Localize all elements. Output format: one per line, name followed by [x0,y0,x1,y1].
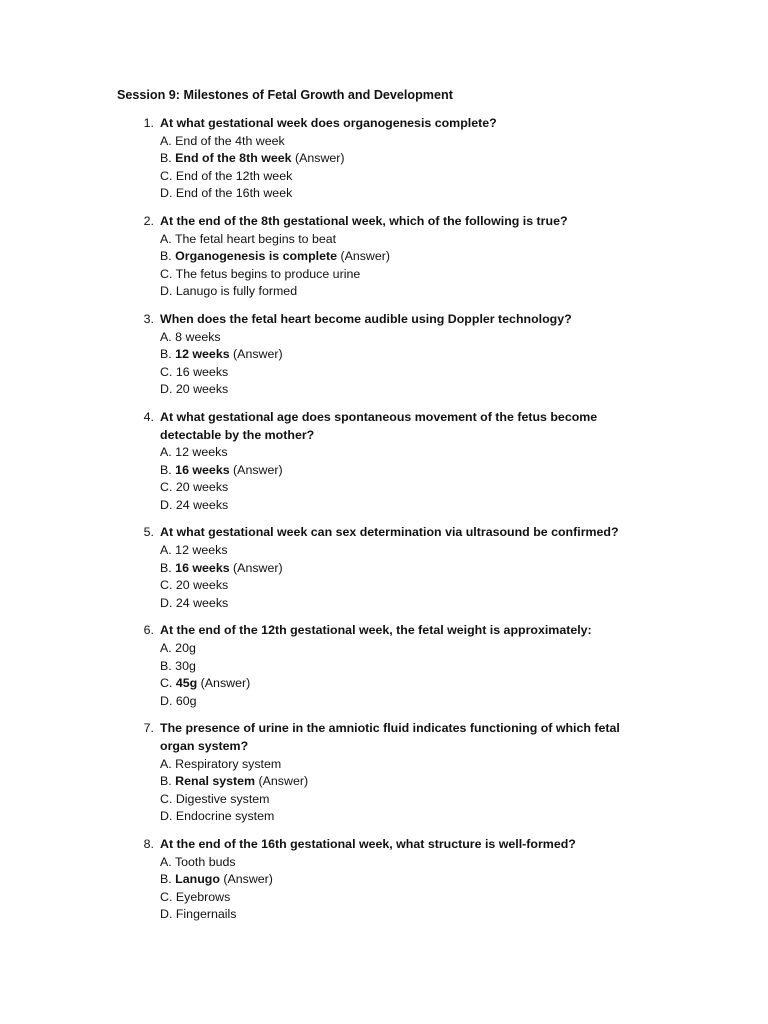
option-letter: D. [160,497,173,512]
option-text: 30g [175,658,196,673]
option-text: The fetus begins to produce urine [175,266,361,281]
option-text: 12 weeks [175,445,228,460]
answer-option [160,889,630,907]
answer-note: (Answer) [229,560,283,575]
question-body [160,836,630,924]
question-text: At the end of the 8th gestational week, which of the following is true? [160,213,568,228]
question-item [0,622,768,710]
option-text: 8 weeks [175,329,221,344]
option-text: 20 weeks [175,382,229,397]
answer-option [160,462,630,480]
answer-option [160,479,630,497]
answer-note: (Answer) [229,347,283,362]
answer-option [160,133,630,151]
answer-option [160,906,630,924]
option-letter: D. [160,284,173,299]
question-number: 7. [143,721,154,736]
question-text: At what gestational week does organogenesis complete? [160,116,497,130]
answer-option [160,791,630,809]
option-letter: A. [160,756,172,771]
answer-option [160,577,630,595]
question-item [0,311,768,399]
answer-note: (Answer) [255,774,309,789]
option-letter: A. [160,133,172,148]
option-letter: D. [160,595,173,610]
question-body [160,213,630,301]
option-text: 24 weeks [175,595,229,610]
correct-option-text: 12 weeks [175,347,230,362]
option-letter: A. [160,641,172,656]
answer-option [160,497,630,515]
option-letter: A. [160,231,172,246]
option-text: Fingernails [175,907,237,922]
question-body [160,622,630,710]
option-letter: C. [160,168,173,183]
option-text: Digestive system [175,791,270,806]
answer-option [160,773,630,791]
option-letter: B. [160,462,172,477]
option-text: End of the 16th week [175,186,293,201]
option-text: End of the 4th week [175,133,285,148]
option-letter: A. [160,854,172,869]
option-letter: B. [160,560,172,575]
answer-option [160,808,630,826]
option-letter: D. [160,693,173,708]
question-body [160,409,630,515]
answer-option [160,542,630,560]
option-letter: C. [160,266,173,281]
answer-option [160,283,630,301]
answer-option [160,640,630,658]
question-item [0,524,768,612]
option-text: 16 weeks [175,364,229,379]
option-letter: D. [160,382,173,397]
option-letter: C. [160,676,173,691]
answer-note: (Answer) [291,151,345,166]
question-body [160,311,630,399]
option-letter: B. [160,151,172,166]
answer-option [160,693,630,711]
question-number: 4. [143,409,154,424]
answer-option [160,364,630,382]
question-list [0,115,768,934]
answer-option [160,595,630,613]
correct-option-text: 45g [175,676,198,691]
answer-option [160,854,630,872]
option-text: End of the 12th week [175,168,293,183]
question-text: At the end of the 12th gestational week, the fetal weight is approximately: [160,623,592,638]
answer-option [160,150,630,168]
question-text: The presence of urine in the amniotic fluid indicates functioning of which fetal organ system? [160,721,620,753]
answer-option [160,381,630,399]
answer-option [160,168,630,186]
option-letter: D. [160,186,173,201]
question-number: 1. [143,116,154,130]
option-letter: A. [160,543,172,558]
correct-option-text: 16 weeks [175,560,230,575]
question-number: 5. [143,525,154,540]
answer-option [160,266,630,284]
answer-option [160,248,630,266]
option-text: 24 weeks [175,497,229,512]
option-letter: A. [160,329,172,344]
correct-option-text: Organogenesis is complete [175,249,337,264]
option-text: 60g [175,693,197,708]
option-text: Lanugo is fully formed [175,284,298,299]
answer-note: (Answer) [337,249,391,264]
question-number: 2. [143,213,154,228]
correct-option-text: Renal system [175,774,256,789]
question-text: At what gestational age does spontaneous movement of the fetus become detectable by the mother? [160,409,598,442]
question-body [160,115,630,203]
answer-note: (Answer) [219,872,273,887]
question-item [0,115,768,203]
option-letter: D. [160,809,173,824]
option-text: 20g [175,641,196,656]
answer-option [160,658,630,676]
question-body [160,524,630,612]
option-text: Respiratory system [175,756,282,771]
option-letter: A. [160,445,172,460]
question-item [0,720,768,826]
option-text: 20 weeks [175,578,229,593]
question-body [160,720,630,826]
option-text: Tooth buds [174,854,236,869]
option-letter: B. [160,347,172,362]
question-number: 3. [143,311,154,326]
answer-option [160,675,630,693]
option-letter: D. [160,907,173,922]
option-letter: C. [160,480,173,495]
question-number: 6. [143,623,154,638]
answer-note: (Answer) [229,462,283,477]
option-letter: B. [160,249,172,264]
correct-option-text: Lanugo [175,872,220,887]
answer-option [160,329,630,347]
option-letter: C. [160,791,173,806]
answer-option [160,185,630,203]
correct-option-text: 16 weeks [175,462,230,477]
question-item [0,409,768,515]
answer-option [160,560,630,578]
option-letter: B. [160,774,172,789]
answer-option [160,756,630,774]
option-text: Endocrine system [175,809,275,824]
option-letter: B. [160,872,172,887]
answer-option [160,231,630,249]
question-item [0,213,768,301]
option-text: 12 weeks [175,543,228,558]
answer-option [160,871,630,889]
option-letter: C. [160,889,173,904]
option-letter: B. [160,658,172,673]
question-number: 8. [143,836,154,851]
question-text: At the end of the 16th gestational week, what structure is well-formed? [160,836,576,851]
question-item [0,836,768,924]
option-text: Eyebrows [175,889,231,904]
option-text: The fetal heart begins to beat [174,231,337,246]
option-letter: C. [160,578,173,593]
answer-option [160,346,630,364]
option-letter: C. [160,364,173,379]
question-text: At what gestational week can sex determination via ultrasound be confirmed? [160,525,619,540]
option-text: 20 weeks [175,480,229,495]
question-text: When does the fetal heart become audible using Doppler technology? [160,311,572,326]
answer-option [160,444,630,462]
answer-note: (Answer) [197,676,251,691]
correct-option-text: End of the 8th week [175,151,292,166]
document-title: Session 9: Milestones of Fetal Growth and Development [117,88,453,102]
